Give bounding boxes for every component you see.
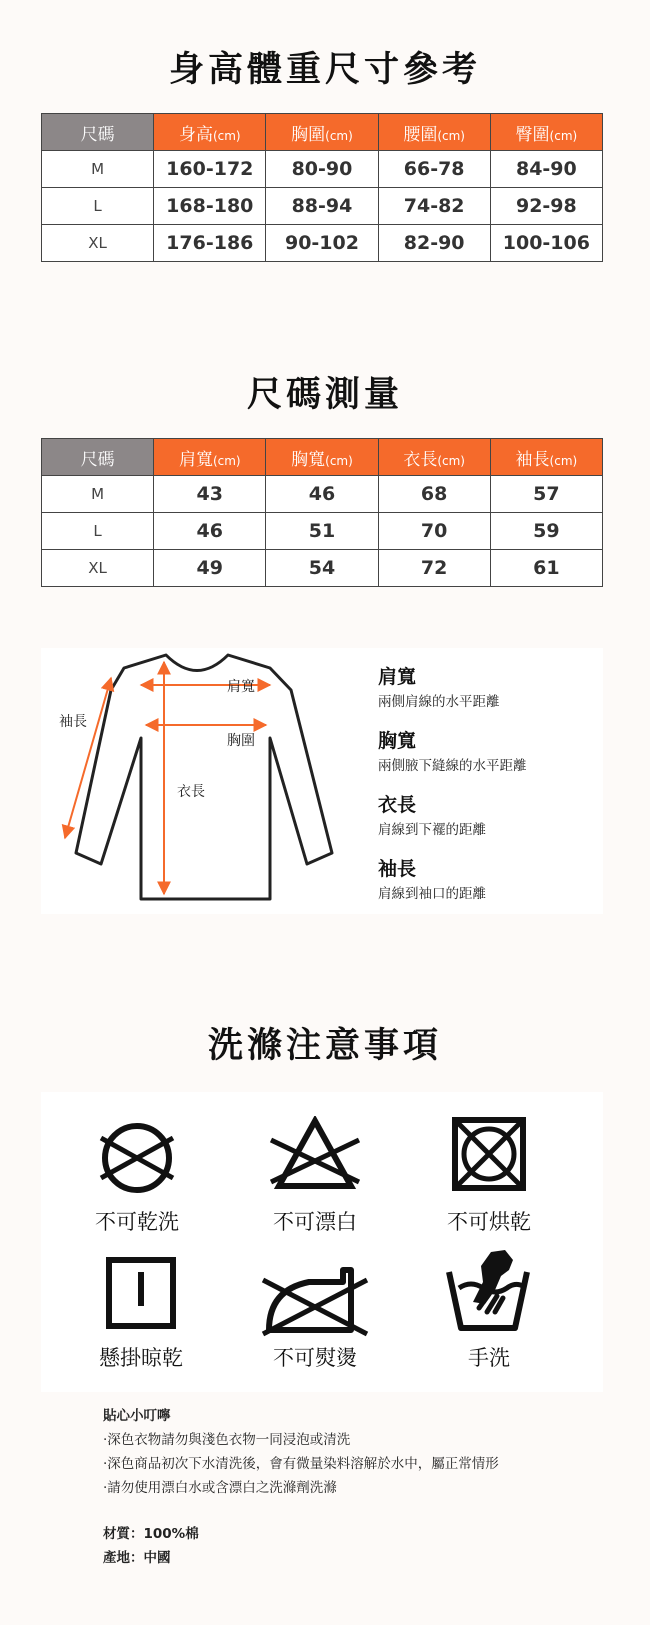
header-hip: 臀圍(cm) [490,114,602,151]
table-cell: 59 [490,513,602,550]
table-cell: 74-82 [378,188,490,225]
measure-item-desc: 肩線到袖口的距離 [378,886,486,902]
table-cell: XL [42,225,154,262]
header-sleeve: 袖長(cm) [490,439,602,476]
table-cell: 168-180 [154,188,266,225]
diagram-label-sleeve: 袖長 [59,714,87,730]
care-label: 懸掛晾乾 [99,1346,183,1370]
measure-item-title: 肩寬 [378,666,417,688]
table-cell: M [42,476,154,513]
header-shoulder: 肩寬(cm) [154,439,266,476]
measure-item-desc: 肩線到下襬的距離 [378,822,486,838]
measurement-diagram-panel [41,648,603,914]
table-row [42,513,603,550]
table-cell: 80-90 [266,151,378,188]
no-tumble-dry-icon [451,1116,527,1192]
measurement-title: 尺碼測量 [246,375,403,415]
size-reference-table [41,113,603,262]
care-label: 不可烘乾 [447,1210,531,1234]
care-panel [41,1092,603,1392]
header-waist: 腰圍(cm) [378,114,490,151]
no-dry-clean-icon [97,1118,177,1198]
notes-line: ·深色商品初次下水清洗後，會有微量染料溶解於水中，屬正常情形 [103,1456,499,1472]
table-cell: L [42,188,154,225]
table-row [42,476,603,513]
care-label: 不可熨燙 [273,1346,357,1370]
table-cell: 70 [378,513,490,550]
no-iron-icon [259,1260,371,1340]
table-header-row [42,114,603,151]
table-cell: L [42,513,154,550]
measure-item-desc: 兩側肩線的水平距離 [378,694,500,710]
care-label: 不可乾洗 [95,1210,179,1234]
table-cell: 176-186 [154,225,266,262]
table-cell: 90-102 [266,225,378,262]
measurement-table [41,438,603,587]
material-text: 材質：100%棉 [103,1526,199,1542]
care-label: 不可漂白 [273,1210,357,1234]
diagram-label-shoulder: 肩寬 [227,679,255,695]
table-cell: 49 [154,550,266,587]
table-cell: M [42,151,154,188]
table-row [42,225,603,262]
notes-block [103,1404,499,1500]
origin-text: 產地：中國 [103,1550,171,1566]
table-cell: 57 [490,476,602,513]
table-cell: 61 [490,550,602,587]
header-chest: 胸圍(cm) [266,114,378,151]
table-cell: 92-98 [490,188,602,225]
header-size: 尺碼 [42,439,154,476]
header-chest-width: 胸寬(cm) [266,439,378,476]
notes-line: ·請勿使用漂白水或含漂白之洗滌劑洗滌 [103,1480,337,1496]
care-title: 洗滌注意事項 [207,1026,442,1066]
table-row [42,151,603,188]
measure-item-title: 袖長 [378,858,417,880]
size-reference-title: 身高體重尺寸參考 [168,50,481,90]
diagram-label-length: 衣長 [177,784,205,800]
table-cell: 54 [266,550,378,587]
header-length: 衣長(cm) [378,439,490,476]
product-info [103,1522,199,1570]
notes-title: 貼心小叮嚀 [103,1408,171,1424]
table-row [42,188,603,225]
table-cell: 82-90 [378,225,490,262]
table-cell: 72 [378,550,490,587]
diagram-label-chest: 胸圍 [227,733,255,749]
hang-dry-icon [105,1256,177,1330]
table-cell: 43 [154,476,266,513]
table-cell: 88-94 [266,188,378,225]
header-height: 身高(cm) [154,114,266,151]
care-label: 手洗 [468,1346,510,1370]
table-cell: XL [42,550,154,587]
measure-item-title: 衣長 [378,794,417,816]
table-cell: 160-172 [154,151,266,188]
hand-wash-icon [443,1246,533,1334]
table-cell: 51 [266,513,378,550]
measure-item-desc: 兩側腋下縫線的水平距離 [378,758,527,774]
notes-line: ·深色衣物請勿與淺色衣物一同浸泡或清洗 [103,1432,351,1448]
table-cell: 66-78 [378,151,490,188]
table-header-row [42,439,603,476]
measure-item-title: 胸寬 [378,730,417,752]
no-bleach-icon [269,1116,361,1192]
table-row [42,550,603,587]
table-cell: 68 [378,476,490,513]
table-cell: 100-106 [490,225,602,262]
header-size: 尺碼 [42,114,154,151]
table-cell: 46 [266,476,378,513]
table-cell: 84-90 [490,151,602,188]
table-cell: 46 [154,513,266,550]
